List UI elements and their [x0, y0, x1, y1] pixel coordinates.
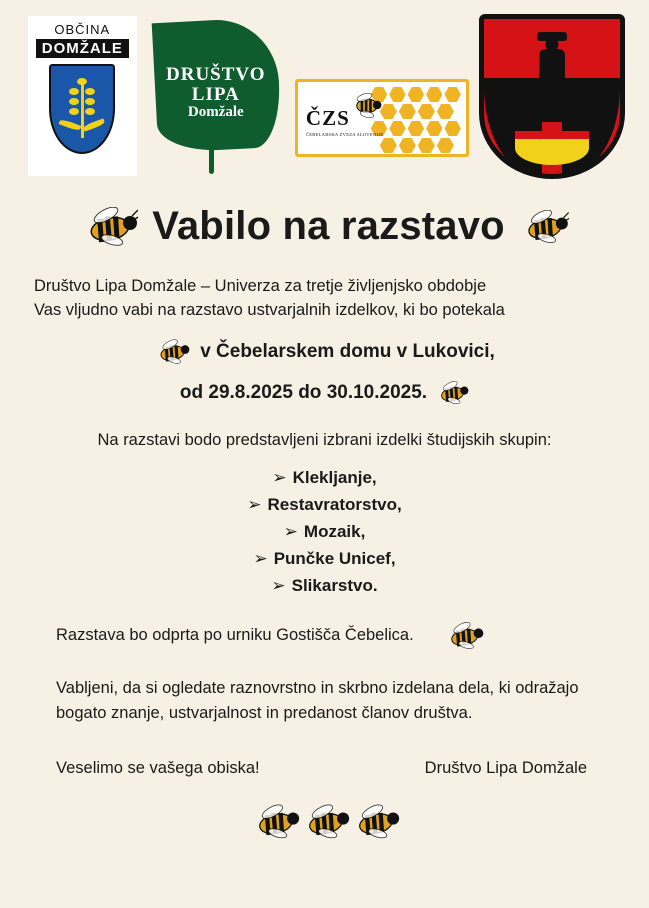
list-item-label: Restavratorstvo, [267, 494, 402, 514]
title-row [34, 204, 615, 249]
coat-of-arms-icon [49, 64, 115, 154]
groups-list [34, 468, 615, 596]
bee-icon [154, 339, 190, 365]
bee-icon [350, 804, 400, 840]
bullet-arrow-icon: ➢ [247, 494, 262, 514]
bee-icon [444, 622, 484, 650]
bee-icon [519, 210, 569, 244]
dates-text: od 29.8.2025 do 30.10.2025. [179, 381, 428, 403]
czs-logo [295, 79, 469, 157]
lipa-line2: LIPA [191, 84, 240, 106]
bullet-arrow-icon: ➢ [253, 548, 268, 568]
list-item [34, 576, 615, 596]
obcina-domzale-logo [28, 16, 137, 176]
list-item [34, 495, 615, 515]
drustvo-lipa-logo [147, 14, 285, 179]
bullet-arrow-icon: ➢ [272, 467, 287, 487]
dates-row [34, 381, 615, 405]
bee-icon [250, 804, 300, 840]
sun-arc-icon [515, 131, 589, 165]
czs-full-name: ČEBELARSKA ZVEZA SLOVENIJE [305, 132, 384, 137]
poster-body [0, 204, 649, 840]
signature-row [34, 759, 615, 778]
hours-row [34, 622, 615, 650]
figure-icon [530, 32, 574, 128]
closing-line-1: Vabljeni, da si ogledate raznovrstno in skrbno izdelana dela, ki [56, 678, 511, 697]
venue-text: v Čebelarskem domu v Lukovici, [200, 340, 495, 362]
list-item-label: Klekljanje, [292, 467, 377, 487]
list-item-label: Slikarstvo. [291, 575, 378, 595]
groups-intro: Na razstavi bodo predstavljeni izbrani izdelki študijskih skupin: [97, 430, 552, 449]
list-item [34, 468, 615, 488]
list-item-label: Punčke Unicef, [273, 548, 396, 568]
lipa-line1: DRUŠTVO [166, 64, 266, 86]
czs-abbrev: ČZS [305, 106, 350, 130]
list-item-label: Mozaik, [303, 521, 366, 541]
intro-line-2: Vas vljudno vabi na razstavo ustvarjalnih izdelkov, ki bo potekala [34, 300, 505, 319]
list-item [34, 522, 615, 542]
bee-icon [300, 804, 350, 840]
logo-header [0, 0, 649, 180]
lipa-line3: Domžale [187, 104, 244, 121]
page-title: Vabilo na razstavo [152, 204, 505, 248]
farewell-text: Veselimo se vašega obiska! [56, 759, 260, 778]
closing-line-2: odražajo bogato znanje, ustvarjalnost in predanost članov društva. [56, 678, 579, 722]
intro-line-1: Društvo Lipa Domžale – Univerza za tretje življenjsko obdobje [34, 277, 487, 295]
leaf-stem-icon [209, 142, 214, 174]
intro-block [34, 275, 615, 323]
signer-text: Društvo Lipa Domžale [424, 759, 587, 778]
closing-block [34, 676, 615, 726]
bee-icon [80, 207, 138, 247]
hours-text: Razstava bo odprta po urniku Gostišča Čebelica. [56, 626, 414, 645]
obcina-domzale-line1: OBČINA [54, 22, 111, 37]
bullet-arrow-icon: ➢ [283, 521, 298, 541]
bullet-arrow-icon: ➢ [271, 575, 286, 595]
lukovica-grb-logo [479, 14, 625, 179]
bee-icon [435, 381, 469, 405]
footer-bee-strip [34, 804, 615, 840]
obcina-domzale-line2: DOMŽALE [36, 39, 129, 58]
list-item [34, 549, 615, 569]
venue-row [34, 339, 615, 365]
